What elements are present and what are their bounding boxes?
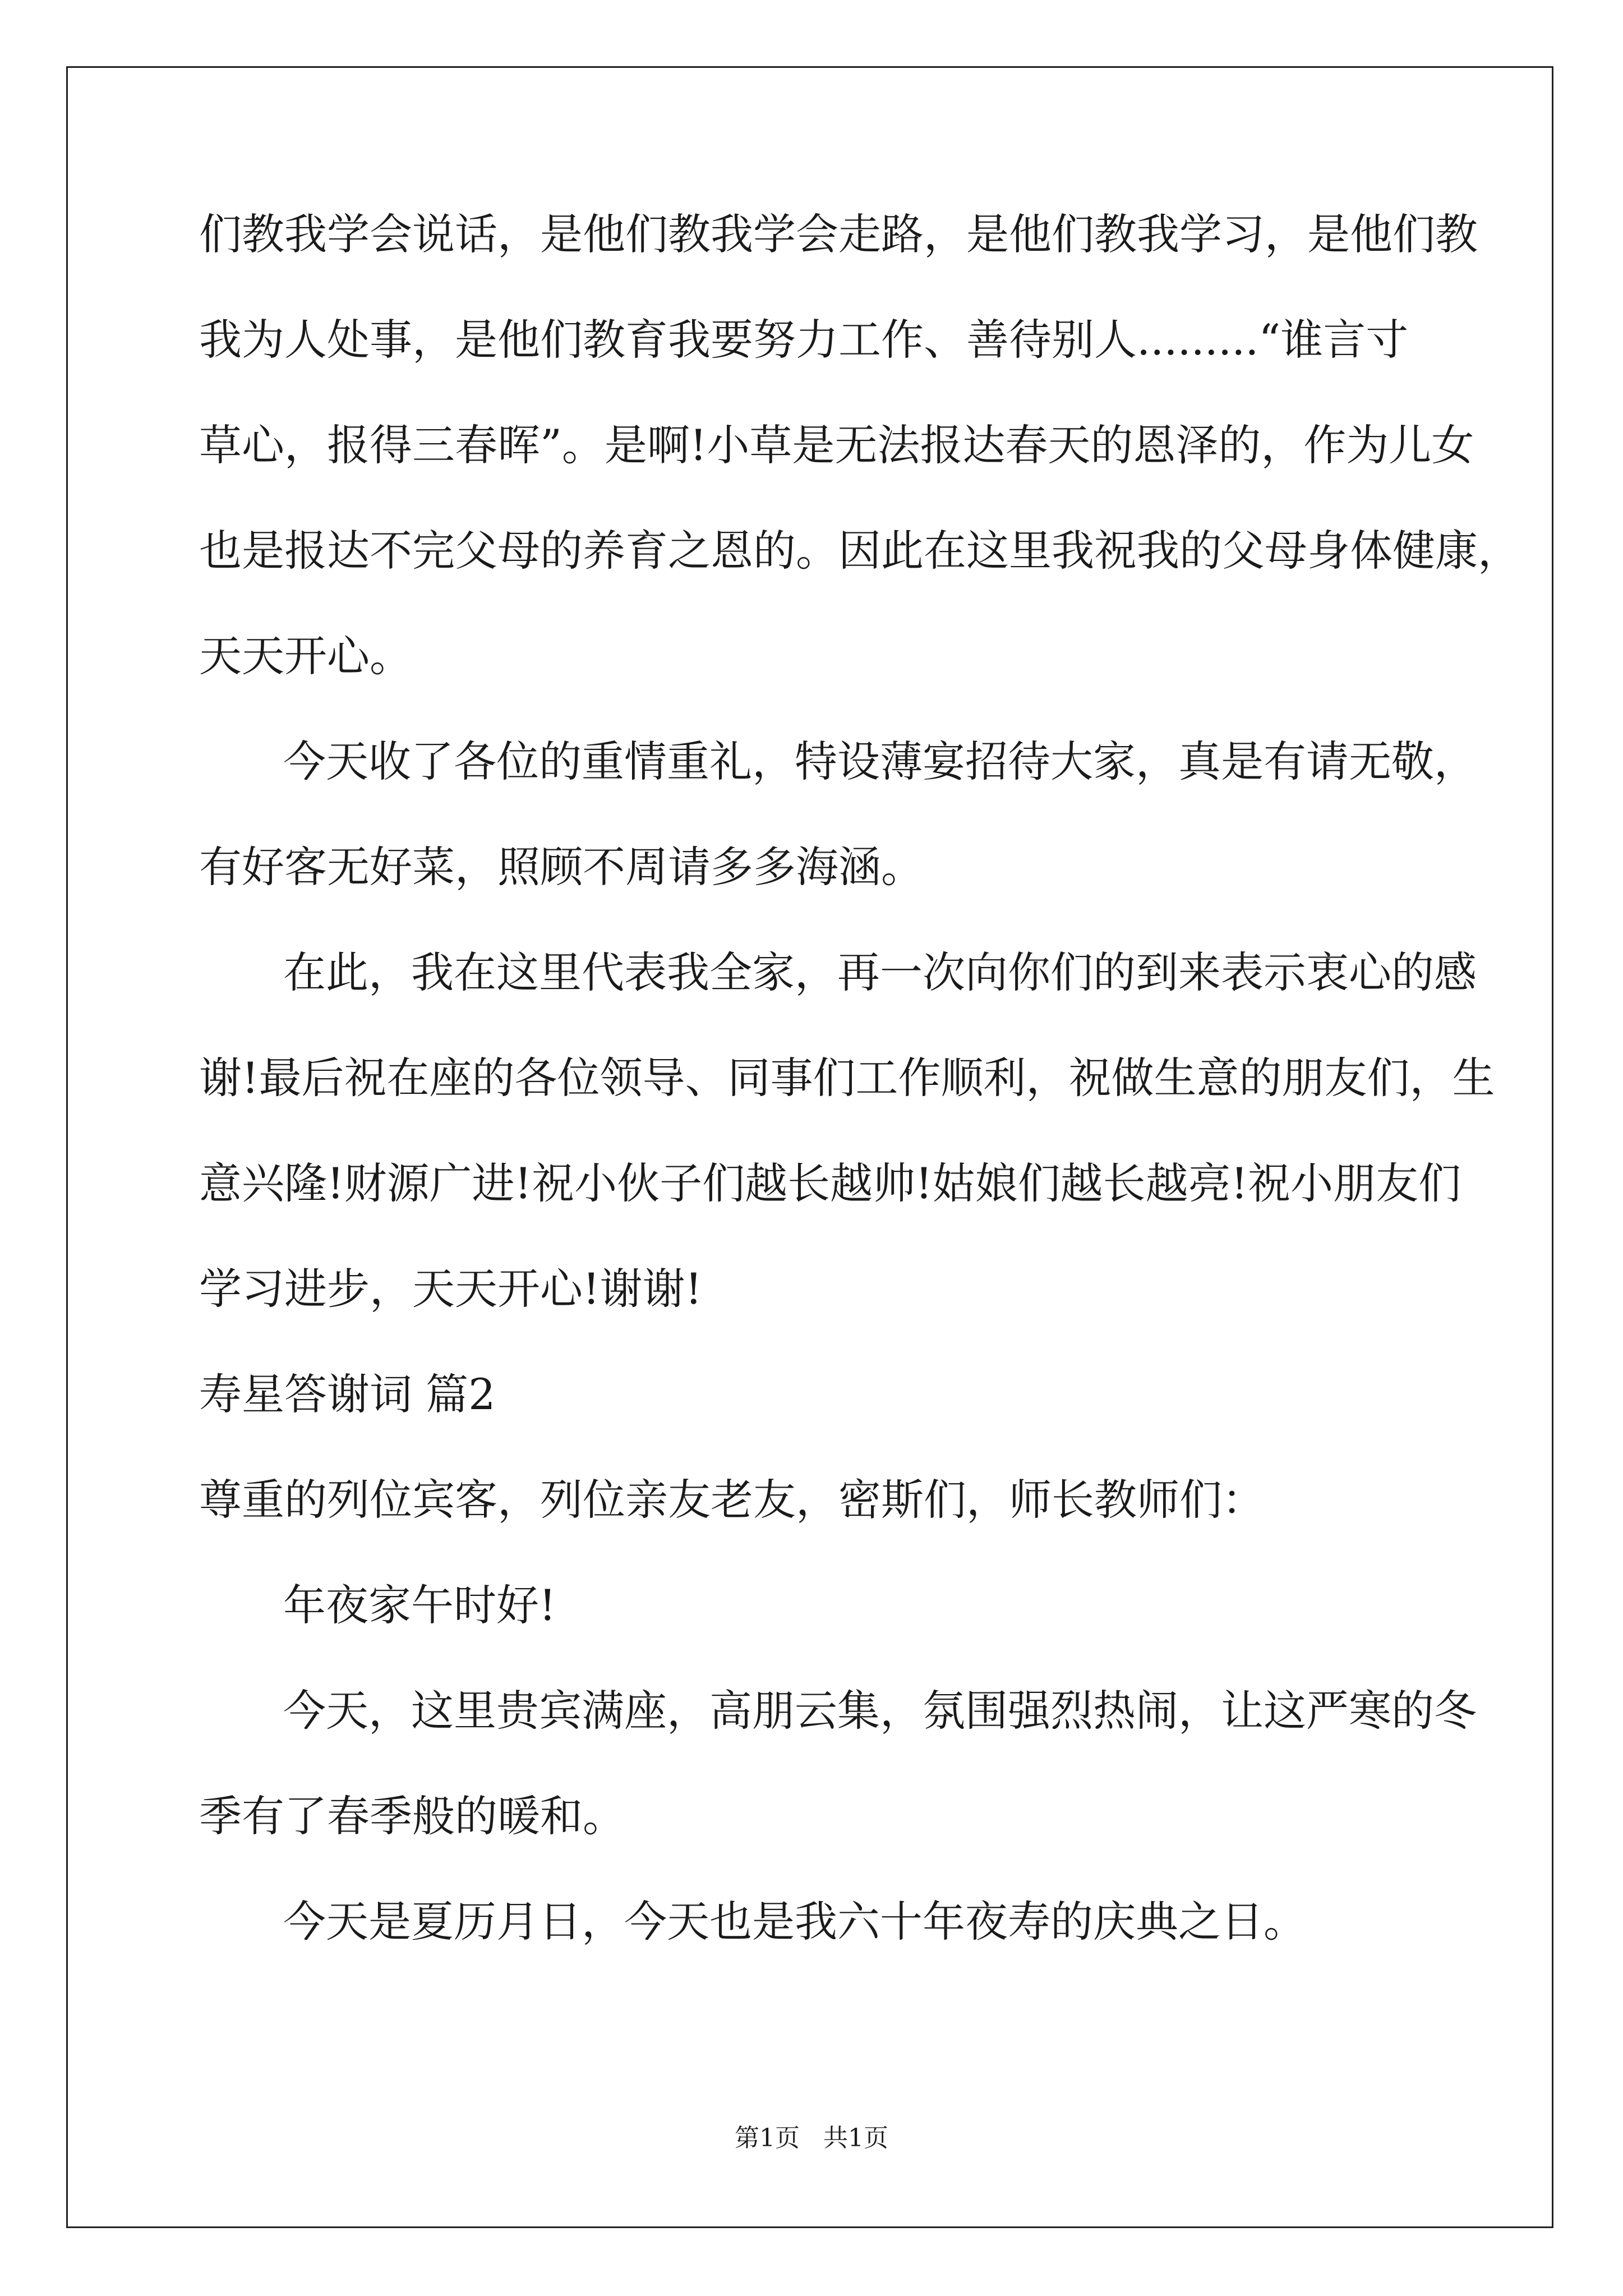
text-line-2: 我为人处事，是他们教育我要努力工作、善待别人.........“谁言寸: [199, 315, 1409, 365]
text-line-11: 学习进步，天天开心!谢谢!: [199, 1264, 703, 1314]
text-line-17: 今天是夏历月日，今天也是我六十年夜寿的庆典之日。: [283, 1897, 1306, 1947]
text-line-5: 天天开心。: [199, 631, 412, 681]
text-line-7: 有好客无好菜，照顾不周请多多海涵。: [199, 842, 924, 892]
text-line-9: 谢!最后祝在座的各位领导、同事们工作顺利，祝做生意的朋友们，生: [199, 1053, 1495, 1103]
section-heading: 寿星答谢词 篇2: [199, 1369, 496, 1419]
salutation: 尊重的列位宾客，列位亲友老友，密斯们，师长教师们：: [199, 1475, 1265, 1525]
text-line-16: 季有了春季般的暖和。: [199, 1791, 625, 1841]
text-line-1: 们教我学会说话，是他们教我学会走路，是他们教我学习，是他们教: [199, 209, 1478, 259]
text-line-4: 也是报达不完父母的养育之恩的。因此在这里我祝我的父母身体健康，: [199, 526, 1520, 576]
greeting: 年夜家午时好!: [283, 1580, 556, 1630]
text-line-8: 在此，我在这里代表我全家，再一次向你们的到来表示衷心的感: [283, 947, 1477, 997]
text-line-6: 今天收了各位的重情重礼，特设薄宴招待大家，真是有请无敬，: [283, 737, 1477, 786]
text-line-10: 意兴隆!财源广进!祝小伙子们越长越帅!姑娘们越长越亮!祝小朋友们: [199, 1158, 1461, 1208]
text-line-3: 草心，报得三春晖”。是啊!小草是无法报达春天的恩泽的，作为儿女: [199, 420, 1474, 470]
text-line-15: 今天，这里贵宾满座，高朋云集，氛围强烈热闹，让这严寒的冬: [283, 1686, 1477, 1736]
page-footer: 第1页 共1页: [735, 2124, 888, 2152]
